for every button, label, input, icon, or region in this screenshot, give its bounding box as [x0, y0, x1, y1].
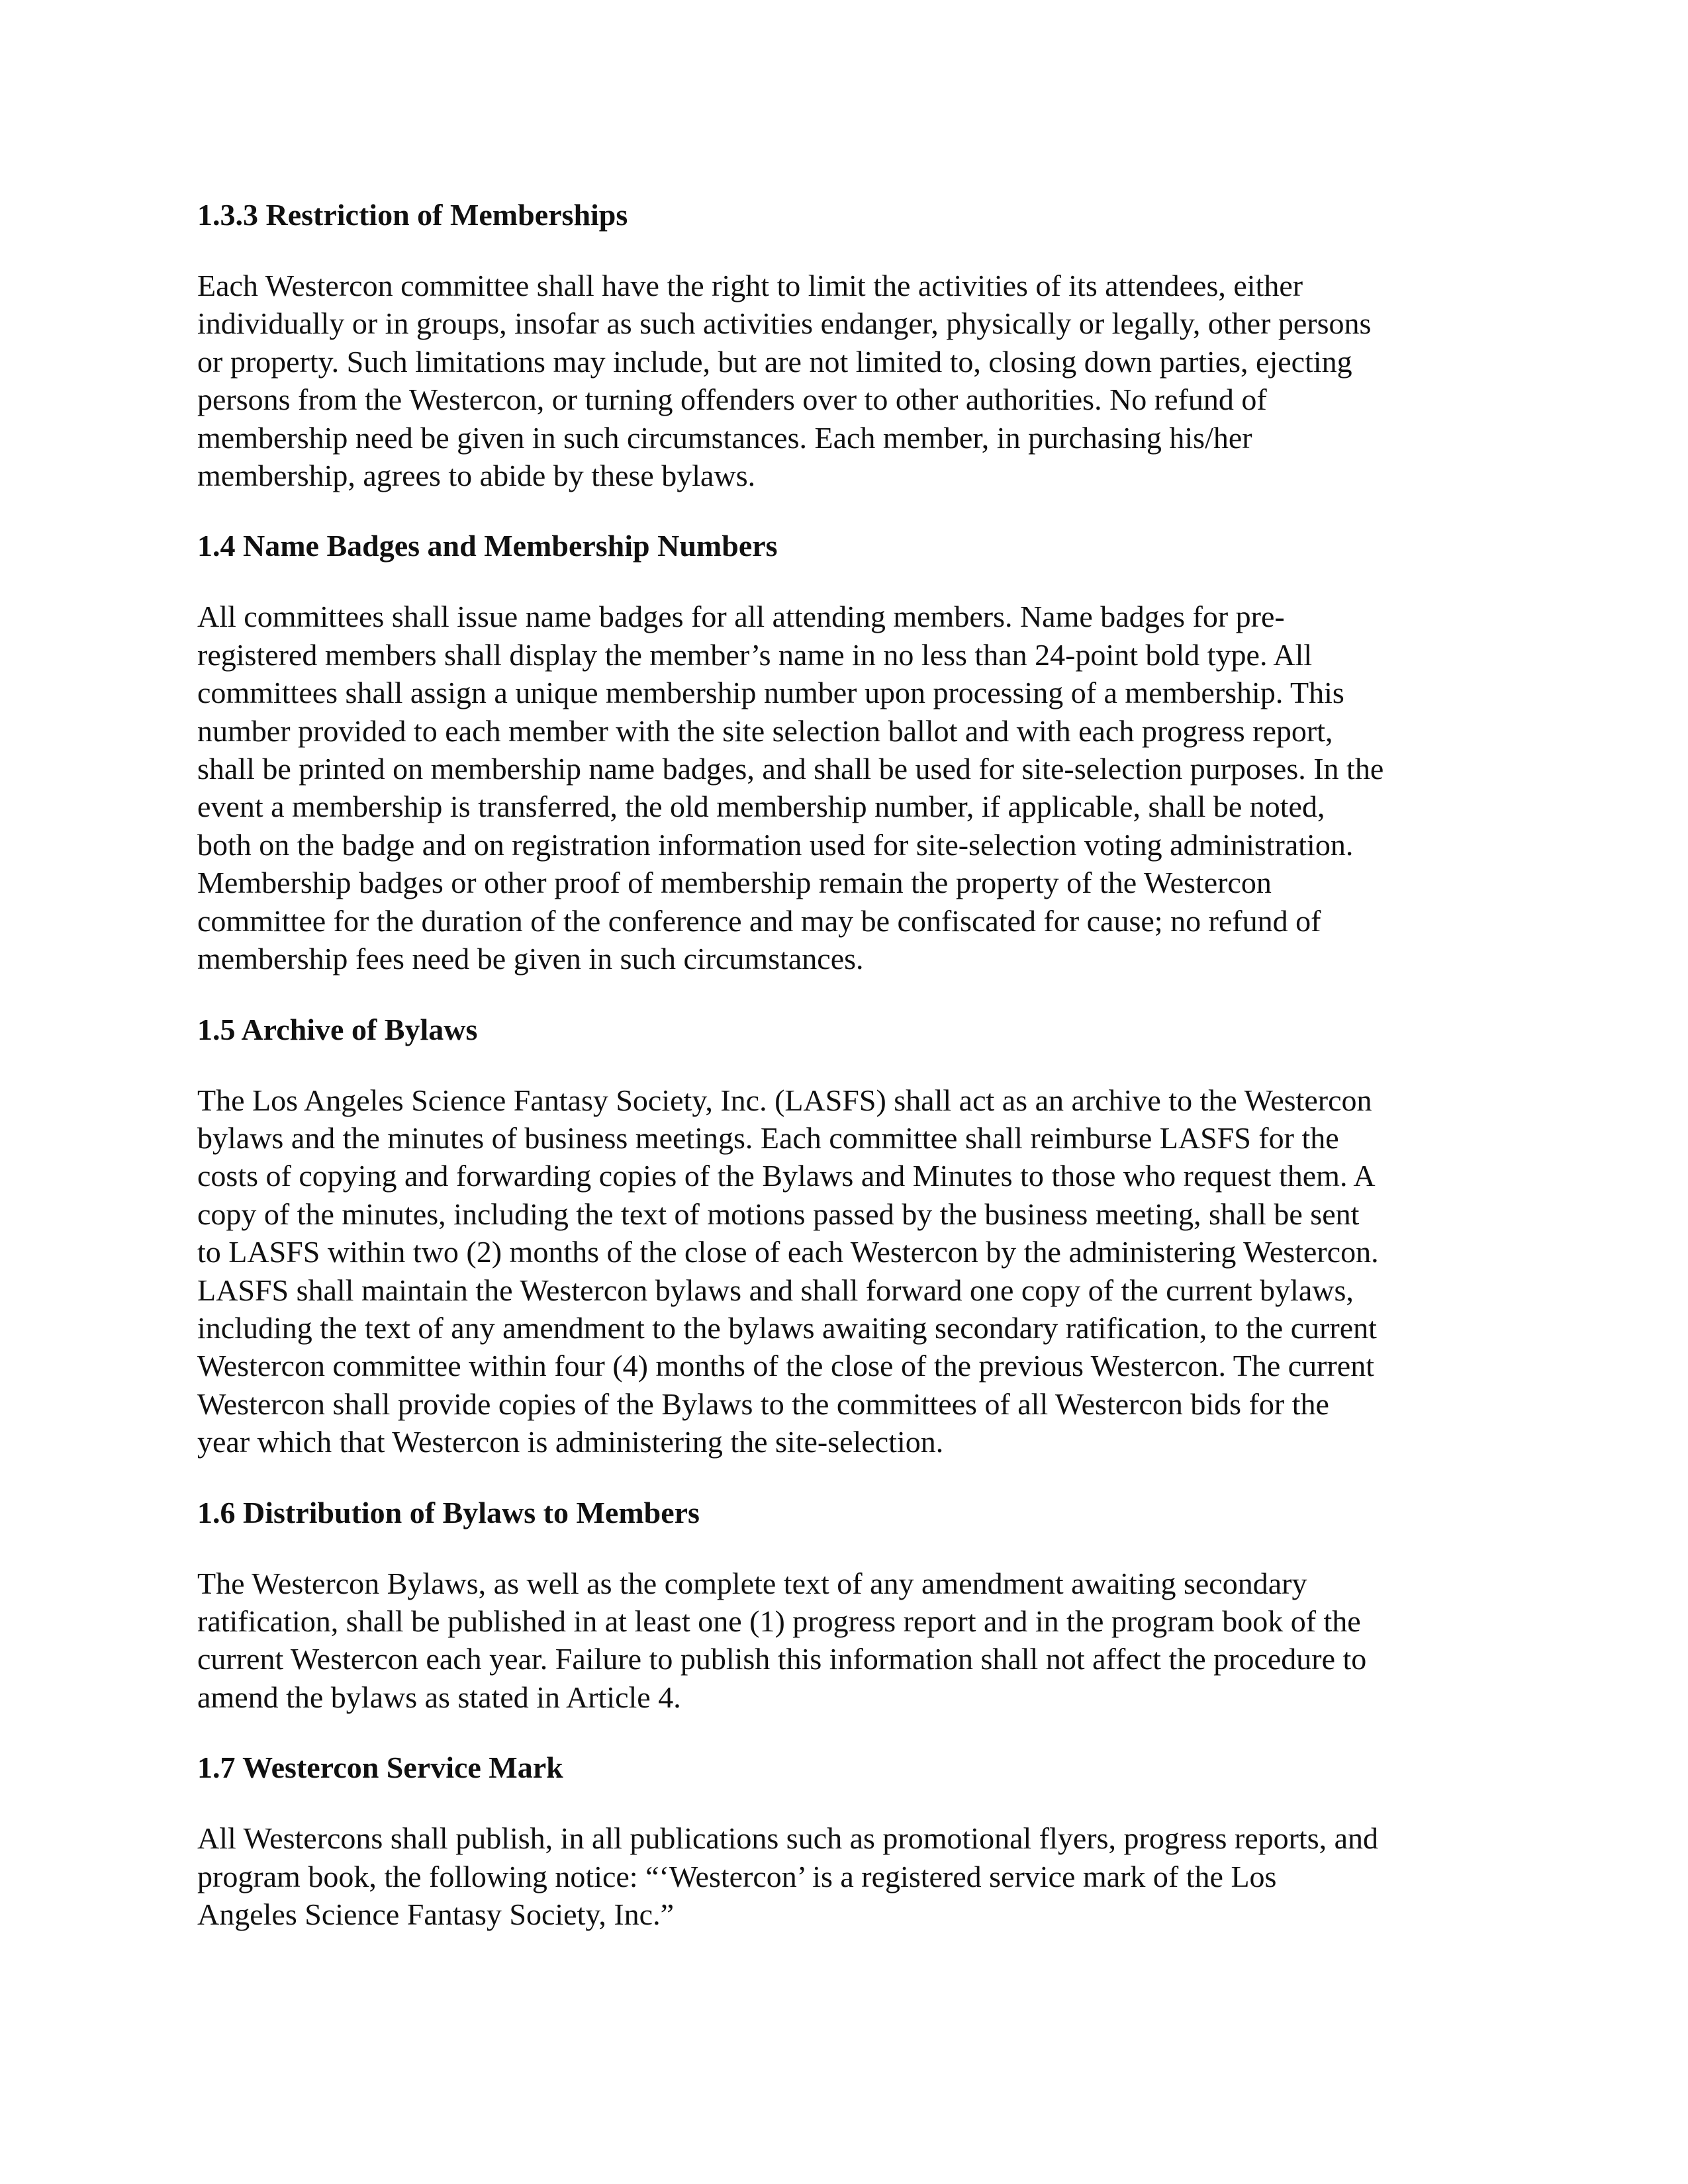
- section-heading: 1.5 Archive of Bylaws: [197, 1012, 478, 1046]
- text-line: membership need be given in such circumstances. Each member, in purchasing his/her: [197, 420, 1252, 455]
- section-paragraph: [197, 1819, 1495, 1933]
- text-line: or property. Such limitations may include, but are not limited to, closing down parties, ejecting: [197, 344, 1352, 379]
- section-paragraph: [197, 1565, 1495, 1717]
- section-heading: 1.3.3 Restriction of Memberships: [197, 198, 628, 232]
- section-name-badges: [197, 527, 1495, 978]
- text-line: year which that Westercon is administering the site-selection.: [197, 1425, 944, 1459]
- document-page: [197, 196, 1495, 1966]
- text-line: Each Westercon committee shall have the right to limit the activities of its attendees, either: [197, 269, 1303, 302]
- text-line: The Los Angeles Science Fantasy Society, Inc. (LASFS) shall act as an archive to the Westercon: [197, 1083, 1372, 1117]
- section-paragraph: [197, 1081, 1495, 1461]
- section-paragraph: [197, 598, 1495, 978]
- text-line: All Westercons shall publish, in all publications such as promotional flyers, progress reports, and: [197, 1821, 1379, 1856]
- text-line: All committees shall issue name badges for all attending members. Name badges for pre-: [197, 600, 1285, 634]
- text-line: LASFS shall maintain the Westercon bylaws and shall forward one copy of the current bylaws,: [197, 1273, 1354, 1307]
- text-line: Westercon committee within four (4) months of the close of the previous Westercon. The current: [197, 1349, 1374, 1383]
- text-line: event a membership is transferred, the old membership number, if applicable, shall be noted,: [197, 790, 1325, 824]
- text-line: The Westercon Bylaws, as well as the complete text of any amendment awaiting secondary: [197, 1566, 1307, 1600]
- section-service-mark: [197, 1749, 1495, 1933]
- text-line: individually or in groups, insofar as such activities endanger, physically or legally, other persons: [197, 306, 1372, 341]
- text-line: Westercon shall provide copies of the Bylaws to the committees of all Westercon bids for the: [197, 1387, 1329, 1421]
- text-line: bylaws and the minutes of business meetings. Each committee shall reimburse LASFS for the: [197, 1120, 1339, 1155]
- section-restriction-of-memberships: [197, 196, 1495, 494]
- text-line: shall be printed on membership name badges, and shall be used for site-selection purposes. In the: [197, 752, 1384, 786]
- section-heading: 1.7 Westercon Service Mark: [197, 1751, 563, 1785]
- section-distribution-of-bylaws: [197, 1494, 1495, 1717]
- text-line: amend the bylaws as stated in Article 4.: [197, 1680, 681, 1714]
- text-line: both on the badge and on registration information used for site-selection voting administration.: [197, 827, 1354, 862]
- text-line: registered members shall display the member’s name in no less than 24-point bold type. All: [197, 637, 1313, 672]
- text-line: committee for the duration of the conference and may be confiscated for cause; no refund of: [197, 903, 1321, 938]
- text-line: program book, the following notice: “‘Westercon’ is a registered service mark of the Los: [197, 1859, 1277, 1893]
- text-line: number provided to each member with the site selection ballot and with each progress report,: [197, 713, 1333, 748]
- text-line: persons from the Westercon, or turning offenders over to other authorities. No refund of: [197, 383, 1267, 417]
- text-line: membership fees need be given in such circumstances.: [197, 942, 864, 976]
- text-line: ratification, shall be published in at least one (1) progress report and in the program book of the: [197, 1604, 1361, 1638]
- section-heading: 1.6 Distribution of Bylaws to Members: [197, 1495, 700, 1529]
- section-archive-of-bylaws: [197, 1011, 1495, 1461]
- text-line: to LASFS within two (2) months of the close of each Westercon by the administering Westercon.: [197, 1235, 1379, 1269]
- text-line: costs of copying and forwarding copies of the Bylaws and Minutes to those who request them. A: [197, 1159, 1376, 1193]
- text-line: Membership badges or other proof of membership remain the property of the Westercon: [197, 866, 1272, 900]
- text-line: copy of the minutes, including the text of motions passed by the business meeting, shall be sent: [197, 1197, 1360, 1231]
- text-line: Angeles Science Fantasy Society, Inc.”: [197, 1897, 675, 1931]
- text-line: committees shall assign a unique membership number upon processing of a membership. This: [197, 676, 1344, 710]
- text-line: membership, agrees to abide by these bylaws.: [197, 459, 756, 493]
- section-heading: 1.4 Name Badges and Membership Numbers: [197, 529, 778, 563]
- section-paragraph: [197, 267, 1495, 494]
- text-line: current Westercon each year. Failure to publish this information shall not affect the procedure to: [197, 1642, 1367, 1676]
- text-line: including the text of any amendment to the bylaws awaiting secondary ratification, to the current: [197, 1310, 1377, 1345]
